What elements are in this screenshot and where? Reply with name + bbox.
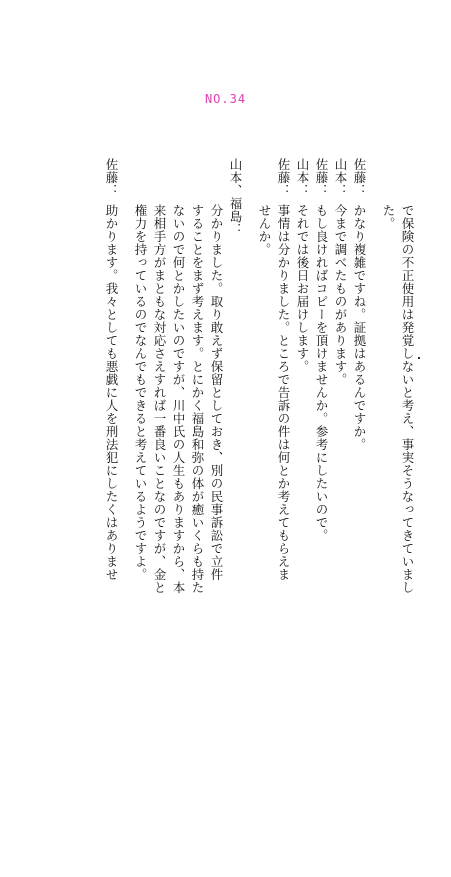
- line-gap: [121, 158, 131, 718]
- script-line: [131, 158, 150, 718]
- line-text: 来相手方がまともな対応さえすれば一番良いことなのですが、金と: [152, 204, 167, 594]
- speaker-label: 山本、福島：: [228, 158, 243, 236]
- line-text: ないので何とかしたいのですが、川中氏の人生もありますから、本: [171, 204, 186, 594]
- line-text: 助かります。我々としても悪戯に人を刑法犯にしたくはありませ: [104, 204, 119, 581]
- script-line: [379, 158, 398, 718]
- speaker-label: 佐藤：: [314, 158, 329, 197]
- line-text: 分かりました。取り敢えず保留としておき、別の民事訴訟で立件: [209, 204, 224, 581]
- line-text: た。: [381, 204, 396, 230]
- line-gap: [245, 158, 255, 718]
- line-text: かなり複雑ですね。証拠はあるんですか。: [352, 204, 367, 451]
- speaker-label: 佐藤：: [276, 158, 291, 197]
- speaker-label: 山本：: [333, 158, 348, 197]
- line-text: もし良ければコピーを頂けませんか。参考にしたいので。: [314, 204, 329, 542]
- line-gap: [369, 158, 379, 718]
- scan-speck: [418, 357, 420, 359]
- script-line: [398, 158, 417, 718]
- script-line: [331, 158, 350, 718]
- line-text: それでは後日お届けします。: [295, 204, 310, 373]
- script-line: [293, 158, 312, 718]
- script-line: [188, 158, 207, 718]
- line-text: で保険の不正使用は発覚しないと考え、事実そうなってきていまし: [400, 204, 415, 594]
- line-text: 事情は分かりました。ところで告訴の件は何とか考えてもらえま: [276, 204, 291, 581]
- script-line: [226, 158, 245, 718]
- page-number: NO.34: [204, 92, 247, 106]
- line-text: することをまず考えます。とにかく福島和弥の体が癒いくらも持た: [190, 204, 205, 594]
- line-text: せんか。: [257, 204, 272, 256]
- script-line: [350, 158, 369, 718]
- speaker-label: 山本：: [295, 158, 310, 197]
- script-line: [169, 158, 188, 718]
- speaker-label: 佐藤：: [104, 158, 119, 197]
- line-text: 権力を持っているのでなんでもできると考えているようですよ。: [133, 204, 148, 581]
- script-line: [312, 158, 331, 718]
- line-text: 今まで調べたものがあります。: [333, 204, 348, 386]
- script-line: [150, 158, 169, 718]
- script-line: [255, 158, 274, 718]
- speaker-label: 佐藤：: [352, 158, 367, 197]
- script-line: [102, 158, 121, 718]
- script-line: [274, 158, 293, 718]
- script-line: [207, 158, 226, 718]
- script-body: [102, 158, 417, 718]
